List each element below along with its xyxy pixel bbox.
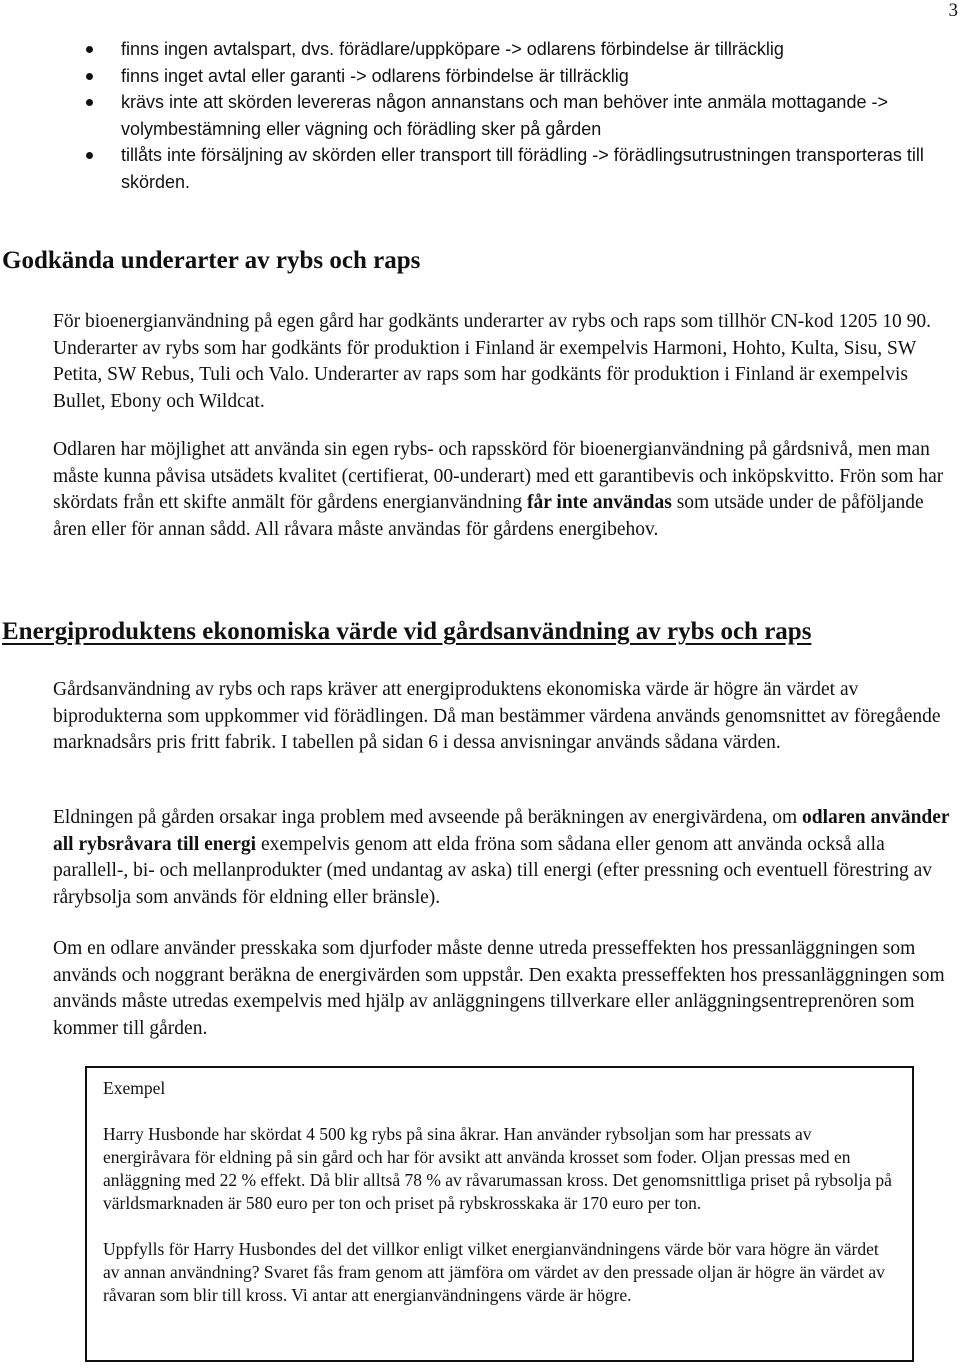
example-box <box>85 1066 914 1362</box>
bullet-icon <box>86 99 93 106</box>
section-heading-approved-subspecies: Godkända underarter av rybs och raps <box>2 247 421 274</box>
example-title: Exempel <box>103 1078 166 1098</box>
list-item <box>0 36 950 63</box>
list-item <box>0 142 950 195</box>
emphasis-text: odlaren använder all rybsråvara till energi <box>53 807 950 855</box>
bullet-icon <box>86 73 93 80</box>
paragraph-press-cake: Om en odlare använder presskaka som djurfoder måste denne utreda presseffekten hos pressanläggningen som används och noggrant beräkna de energivärden som uppstår. Den exakta presseffekten hos pressanläggningen som används måste utredas exempelvis med hjälp av anläggningens tillverkare eller anläggningsentreprenören som kommer till gården. <box>53 938 945 1039</box>
list-item-text: tillåts inte försäljning av skörden eller transport till förädling -> förädlingsutrustningen transporteras till skörden. <box>121 145 924 192</box>
paragraph-text: exempelvis genom att elda fröna som sådana eller genom att använda också alla parallell-, bi- och mellanprodukter (med undantag av aska) till energi (efter pressning och eventuell förestring av rårybsolja som används för eldning eller bränsle). <box>53 833 932 908</box>
paragraph-heating <box>53 805 958 911</box>
requirements-bullet-list <box>0 36 950 195</box>
list-item-text: finns inget avtal eller garanti -> odlarens förbindelse är tillräcklig <box>121 65 629 86</box>
paragraph-own-harvest <box>53 437 958 543</box>
paragraph-text: som utsäde under de påföljande åren eller för annan sådd. All råvara måste användas för gårdens energibehov. <box>53 492 924 540</box>
bullet-icon <box>86 152 93 159</box>
bullet-icon <box>86 46 93 53</box>
emphasis-text: får inte användas <box>527 492 672 513</box>
paragraph-text: Odlaren har möjlighet att använda sin egen rybs- och rapsskörd för bioenergianvändning på gårdsnivå, men man måste kunna påvisa utsädets kvalitet (certifierat, 00-underart) med ett garantibevis och inköpskvitto. Frön som har skördats från ett skifte anmält för gårdens energianvändning <box>53 439 944 513</box>
section-heading-economic-value: Energiproduktens ekonomiska värde vid gårdsanvändning av rybs och raps <box>2 618 812 645</box>
paragraph-text: Eldningen på gården orsakar inga problem med avseende på beräkningen av energivärdena, om <box>53 807 803 828</box>
example-paragraph-scenario: Harry Husbonde har skördat 4 500 kg rybs på sina åkrar. Han använder rybsoljan som har pressats av energiråvara för eldning på sin gård och har för avsikt att använda krosset som foder. Oljan pressas med en anläggning med 22 % effekt. Då blir alltså 78 % av råvarumassan kross. Det genomsnittliga priset på rybsolja på världsmarknaden är 580 euro per ton och priset på rybskrosskaka är 170 euro per ton. <box>103 1124 892 1213</box>
paragraph-farm-use: Gårdsanvändning av rybs och raps kräver att energiproduktens ekonomiska värde är högre än värdet av biprodukterna som uppkommer vid förädlingen. Då man bestämmer värdena används genomsnittet av föregående marknadsårs pris fritt fabrik. I tabellen på sidan 6 i dessa anvisningar används sådana värden. <box>53 679 941 753</box>
list-item <box>0 89 950 142</box>
list-item-text: krävs inte att skörden levereras någon annanstans och man behöver inte anmäla mottagande -> volymbestämning eller vägning och förädling sker på gården <box>121 92 888 139</box>
list-item-text: finns ingen avtalspart, dvs. förädlare/uppköpare -> odlarens förbindelse är tillräcklig <box>121 39 784 59</box>
example-paragraph-question: Uppfylls för Harry Husbondes del det villkor enligt vilket energianvändningens värde bör vara högre än värdet av annan användning? Svaret fås fram genom att jämföra om värdet av den pressade oljan är högre än värdet av råvaran som blir till kross. Vi antar att energianvändningens värde är högre. <box>103 1239 885 1305</box>
paragraph-approved-subspecies: För bioenergianvändning på egen gård har godkänts underarter av rybs och raps som tillhör CN-kod 1205 10 90. Underarter av rybs som har godkänts för produktion i Finland är exempelvis Harmoni, Hohto, Kulta, Sisu, SW Petita, SW Rebus, Tuli och Valo. Underarter av raps som har godkänts för produktion i Finland är exempelvis Bullet, Ebony och Wildcat. <box>53 311 932 412</box>
page-number: 3 <box>948 0 958 21</box>
list-item <box>0 63 950 90</box>
